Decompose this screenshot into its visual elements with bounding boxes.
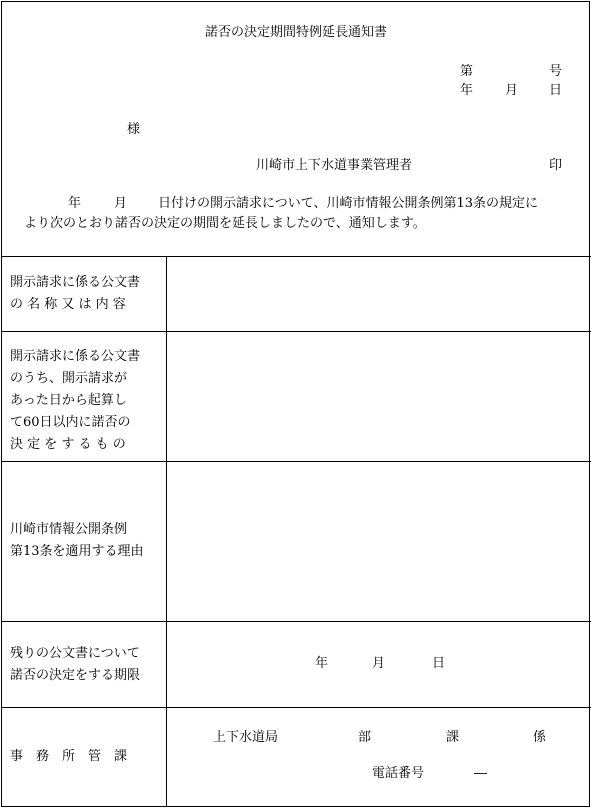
body-year: 年 bbox=[68, 196, 82, 211]
addressee-suffix: 様 bbox=[127, 122, 141, 137]
row-label-document-name bbox=[10, 272, 160, 316]
body-line1: 日付けの開示請求について、川崎市情報公開条例第13条の規定に bbox=[158, 196, 539, 211]
table-top-border bbox=[1, 256, 591, 257]
label-line: て60日以内に諾否の bbox=[10, 415, 131, 430]
label-line: 川崎市情報公開条例 bbox=[10, 522, 128, 537]
deadline-month: 月 bbox=[372, 656, 386, 671]
date-month: 月 bbox=[505, 83, 519, 98]
body-month: 月 bbox=[114, 196, 128, 211]
row-divider bbox=[1, 461, 591, 462]
deadline-day: 日 bbox=[432, 656, 446, 671]
row-divider bbox=[1, 331, 591, 332]
issuer-name: 川崎市上下水道事業管理者 bbox=[256, 158, 413, 173]
row-label-office-in-charge bbox=[10, 746, 160, 768]
row-divider bbox=[1, 621, 591, 622]
office-department: 部 bbox=[358, 730, 372, 745]
label-line: 諾否の決定をする期限 bbox=[10, 668, 141, 683]
column-divider bbox=[166, 256, 167, 807]
row-label-reason-article-13 bbox=[10, 519, 160, 563]
label-line: あった日から起算し bbox=[10, 393, 127, 408]
label-line: 残りの公文書について bbox=[10, 646, 140, 661]
deadline-year: 年 bbox=[315, 656, 329, 671]
office-unit: 係 bbox=[533, 730, 547, 745]
label-line: 決 定 を す る も の bbox=[10, 437, 126, 452]
label-line: 開示請求に係る公文書 bbox=[10, 275, 141, 290]
office-bureau: 上下水道局 bbox=[213, 730, 279, 745]
office-section: 課 bbox=[446, 730, 460, 745]
phone-label: 電話番号 bbox=[372, 766, 425, 781]
label-line: のうち、開示請求が bbox=[10, 371, 128, 386]
number-prefix: 第 bbox=[460, 64, 474, 79]
row-label-decision-within-60-days bbox=[10, 346, 160, 456]
body-line2: より次のとおり諾否の決定の期間を延長しましたので、通知します。 bbox=[24, 216, 426, 231]
label-line: 開示請求に係る公文書 bbox=[10, 349, 141, 364]
label-line: 事 務 所 管 課 bbox=[10, 749, 128, 764]
document-title: 諾否の決定期間特例延長通知書 bbox=[204, 25, 387, 40]
number-suffix: 号 bbox=[549, 64, 563, 79]
row-label-remaining-deadline bbox=[10, 643, 160, 687]
seal-mark: 印 bbox=[549, 158, 563, 173]
label-line: 第13条を適用する理由 bbox=[10, 544, 144, 559]
date-day: 日 bbox=[549, 83, 563, 98]
label-line: の 名 称 又 は 内 容 bbox=[10, 297, 126, 312]
row-divider bbox=[1, 707, 591, 708]
date-year: 年 bbox=[460, 83, 474, 98]
phone-dash: ― bbox=[474, 766, 487, 781]
